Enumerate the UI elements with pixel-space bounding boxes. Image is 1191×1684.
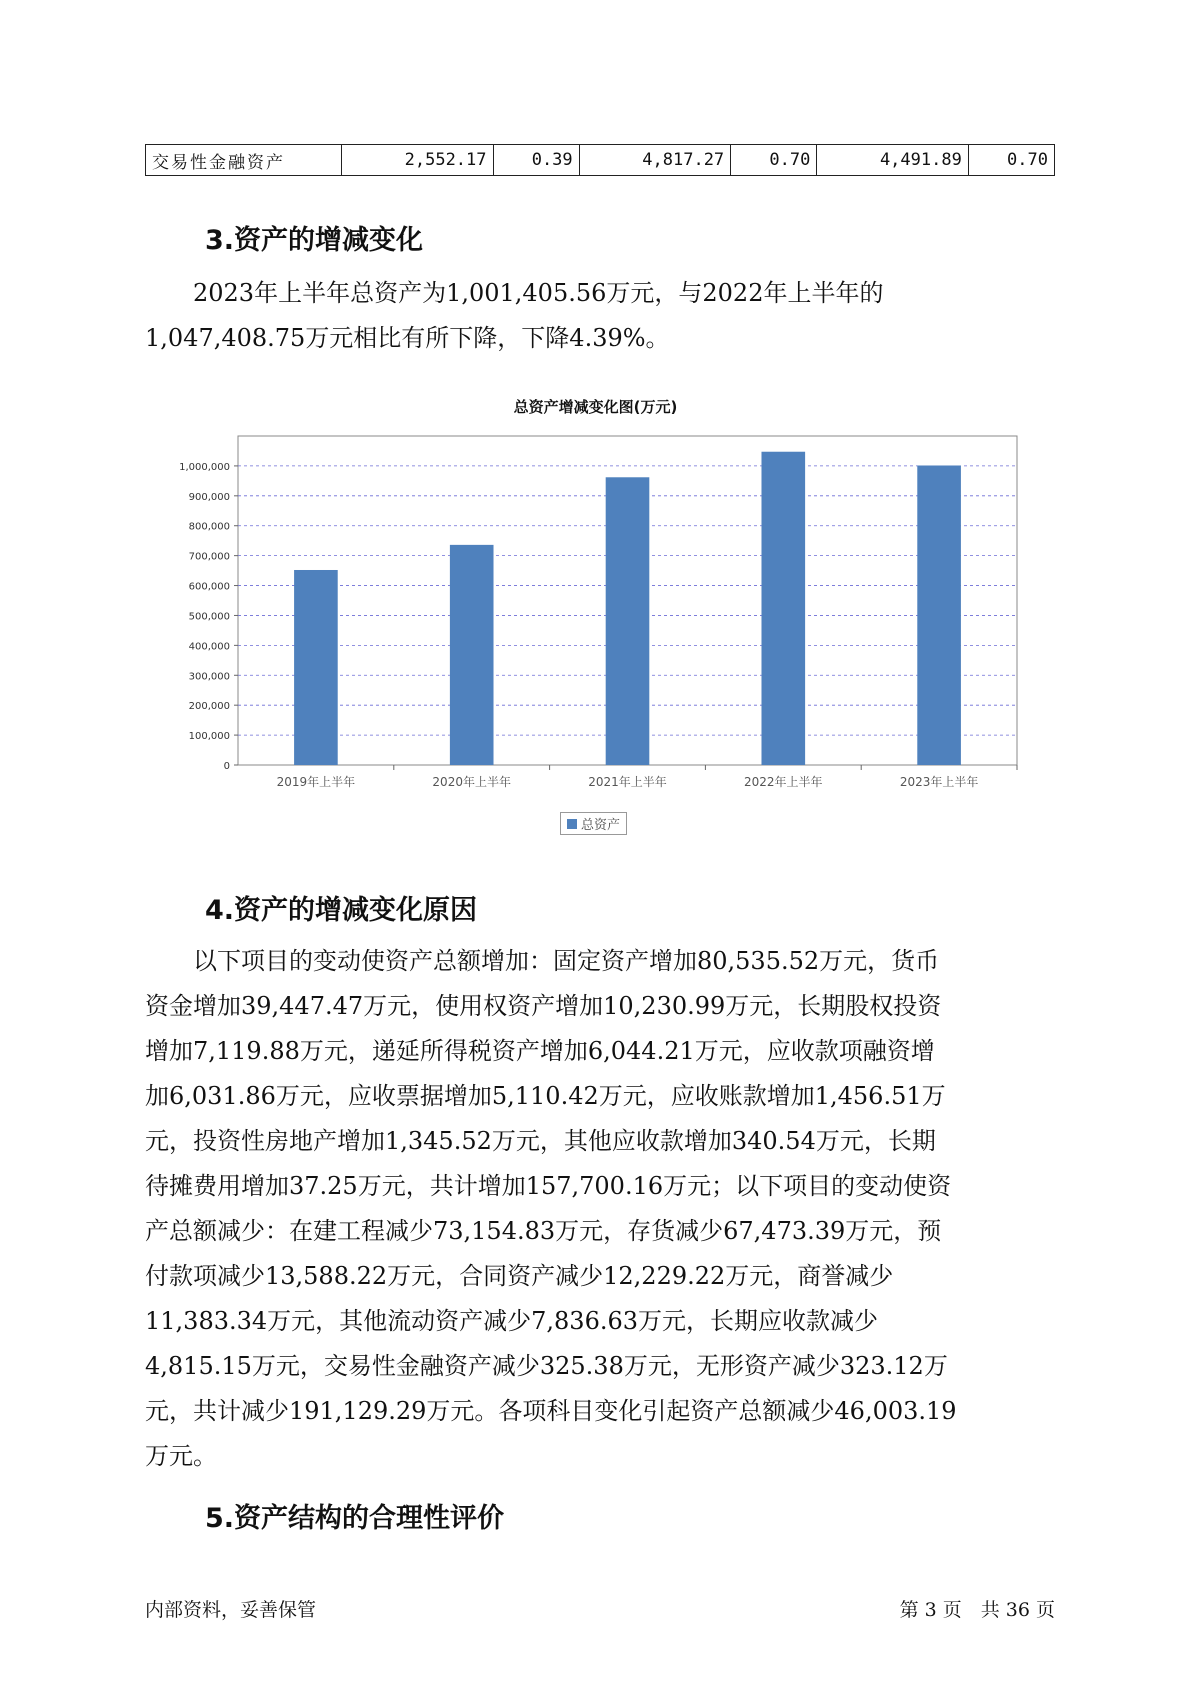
bar: [294, 570, 338, 765]
y-tick-label: 500,000: [188, 611, 230, 623]
x-tick-label: 2022年上半年: [744, 775, 823, 789]
footer-page-number: 第 3 页 共 36 页: [899, 1599, 1055, 1621]
section5-heading: 5.资产结构的合理性评价: [205, 1503, 505, 1534]
asset-table-row: [145, 144, 1055, 176]
y-tick-label: 0: [223, 761, 230, 772]
paragraph-line: 产总额减少：在建工程减少73,154.83万元，存货减少67,473.39万元，预: [145, 1217, 942, 1245]
table-cell: 0.39: [493, 145, 579, 176]
section4-paragraph: [145, 939, 1055, 1479]
y-tick-label: 200,000: [188, 701, 230, 713]
y-tick-label: 900,000: [188, 491, 230, 503]
paragraph-line: 11,383.34万元，其他流动资产减少7,836.63万元，长期应收款减少: [145, 1307, 879, 1335]
x-tick-label: 2023年上半年: [899, 775, 979, 789]
paragraph-line: 资金增加39,447.47万元，使用权资产增加10,230.99万元，长期股权投资: [145, 992, 942, 1020]
total-assets-bar-chart: [160, 430, 1030, 808]
y-tick-label: 100,000: [188, 731, 230, 743]
table-cell: 2,552.17: [342, 145, 494, 176]
chart-legend: [560, 812, 627, 835]
paragraph-line: 元，投资性房地产增加1,345.52万元，其他应收款增加340.54万元，长期: [145, 1127, 936, 1155]
paragraph-line: 待摊费用增加37.25万元，共计增加157,700.16万元；以下项目的变动使资: [145, 1172, 952, 1200]
section4-heading: 4.资产的增减变化原因: [205, 895, 478, 926]
y-tick-label: 600,000: [188, 581, 230, 593]
paragraph-line: 4,815.15万元，交易性金融资产减少325.38万元，无形资产减少323.12万: [145, 1352, 948, 1380]
legend-swatch: [567, 819, 577, 829]
table-cell: 0.70: [968, 145, 1054, 176]
paragraph-line: 增加7,119.88万元，递延所得税资产增加6,044.21万元，应收款项融资增: [145, 1037, 935, 1065]
bar: [606, 477, 650, 765]
y-tick-label: 700,000: [188, 551, 230, 563]
section3-heading: 3.资产的增减变化: [205, 225, 424, 256]
footer-left: 内部资料，妥善保管: [145, 1599, 317, 1621]
paragraph-line: 元，共计减少191,129.29万元。各项科目变化引起资产总额减少46,003.19: [145, 1397, 957, 1425]
table-cell: 4,817.27: [579, 145, 731, 176]
y-tick-label: 1,000,000: [179, 461, 230, 473]
paragraph-line: 以下项目的变动使资产总额增加：固定资产增加80,535.52万元，货币: [145, 947, 940, 975]
bar: [917, 465, 961, 765]
paragraph-line: 付款项减少13,588.22万元，合同资产减少12,229.22万元，商誉减少: [145, 1262, 894, 1290]
y-tick-label: 400,000: [188, 641, 230, 653]
chart-title: 总资产增减变化图(万元): [513, 398, 678, 416]
y-tick-label: 300,000: [188, 671, 230, 683]
table-cell: 0.70: [731, 145, 817, 176]
x-tick-label: 2021年上半年: [588, 775, 667, 789]
section3-paragraph: [145, 271, 1055, 361]
table-cell: 4,491.89: [817, 145, 969, 176]
bar: [450, 545, 494, 765]
bar: [761, 452, 805, 765]
legend-label: 总资产: [581, 818, 621, 833]
paragraph-line: 加6,031.86万元，应收票据增加5,110.42万元，应收账款增加1,456.51万: [145, 1082, 946, 1110]
x-tick-label: 2020年上半年: [432, 775, 511, 789]
paragraph-line: 万元。: [145, 1442, 217, 1470]
y-tick-label: 800,000: [188, 521, 230, 533]
paragraph-line: 1,047,408.75万元相比有所下降，下降4.39%。: [145, 324, 670, 352]
x-tick-label: 2019年上半年: [276, 775, 356, 789]
paragraph-line: 2023年上半年总资产为1,001,405.56万元，与2022年上半年的: [145, 279, 884, 307]
row-label: 交易性金融资产: [146, 145, 342, 176]
